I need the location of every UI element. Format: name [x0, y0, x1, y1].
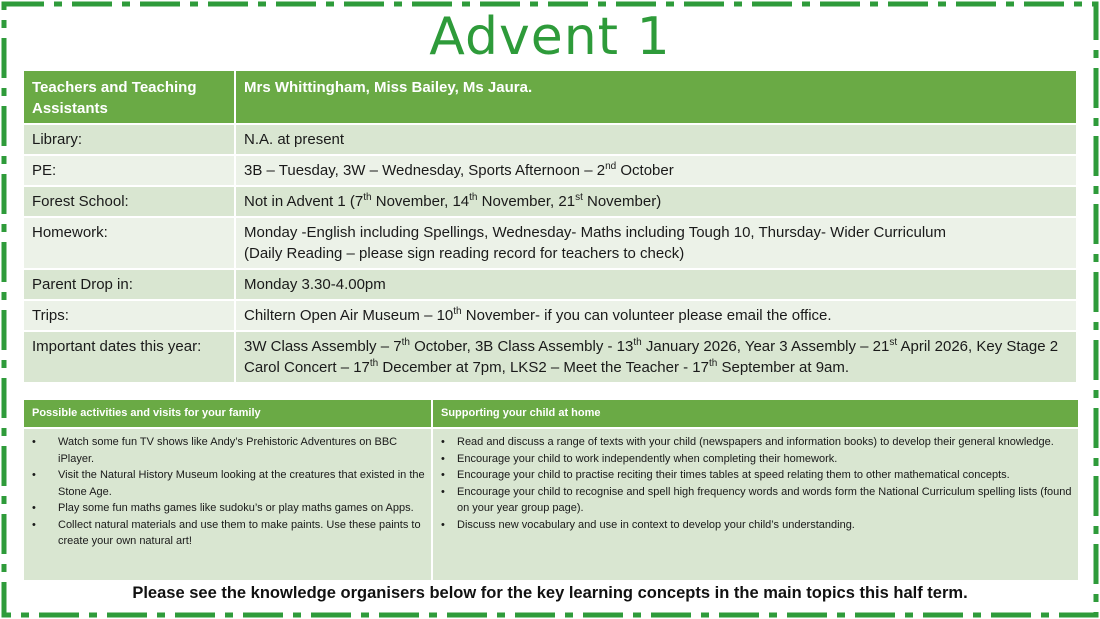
forest-school-value: Not in Advent 1 (7th November, 14th November, 21st November) — [235, 186, 1077, 217]
table-row-important-dates — [24, 331, 1077, 383]
table-row-library — [24, 124, 1077, 155]
list-item: • Watch some fun TV shows like Andy’s Prehistoric Adventures on BBC iPlayer. — [32, 434, 425, 467]
activities-panel — [24, 400, 431, 580]
support-body — [433, 429, 1078, 580]
support-heading: Supporting your child at home — [433, 400, 1078, 429]
support-panel — [433, 400, 1078, 580]
list-item: • Encourage your child to recognise and spell high frequency words and words form the National Curriculum spelling lists (found on your year group page). — [441, 484, 1072, 517]
important-dates-label: Important dates this year: — [24, 331, 235, 383]
list-item: • Play some fun maths games like sudoku’s or play maths games on Apps. — [32, 500, 425, 517]
page-title: Advent 1 — [429, 7, 671, 67]
teachers-label: Teachers and Teaching Assistants — [24, 71, 235, 124]
library-label: Library: — [24, 124, 235, 155]
table-row-parent-drop-in — [24, 269, 1077, 300]
trips-label: Trips: — [24, 300, 235, 331]
list-item: • Discuss new vocabulary and use in context to develop your child’s understanding. — [441, 517, 1072, 534]
parent-drop-in-label: Parent Drop in: — [24, 269, 235, 300]
trips-value: Chiltern Open Air Museum – 10th November- if you can volunteer please email the office. — [235, 300, 1077, 331]
table-row-pe — [24, 155, 1077, 186]
forest-school-label: Forest School: — [24, 186, 235, 217]
important-dates-value: 3W Class Assembly – 7th October, 3B Class Assembly - 13th January 2026, Year 3 Assembly – 21st April 2026, Key Stage 2 Carol Concert – 17th December at 7pm, LKS2 – Meet the Teacher - 17th September at 9am. — [235, 331, 1077, 383]
pe-value: 3B – Tuesday, 3W – Wednesday, Sports Afternoon – 2nd October — [235, 155, 1077, 186]
parent-drop-in-value: Monday 3.30-4.00pm — [235, 269, 1077, 300]
library-value: N.A. at present — [235, 124, 1077, 155]
info-table — [24, 71, 1078, 384]
pe-label: PE: — [24, 155, 235, 186]
homework-value: Monday -English including Spellings, Wednesday- Maths including Tough 10, Thursday- Wider Curriculum (Daily Reading – please sign reading record for teachers to check) — [235, 217, 1077, 269]
list-item: • Read and discuss a range of texts with your child (newspapers and information books) to develop their general knowledge. — [441, 434, 1072, 451]
bottom-panels — [24, 400, 1078, 580]
homework-label: Homework: — [24, 217, 235, 269]
list-item: • Encourage your child to practise reciting their times tables at speed relating them to other mathematical concepts. — [441, 467, 1072, 484]
table-row-teachers — [24, 71, 1077, 124]
list-item: • Collect natural materials and use them to make paints. Use these paints to create your own natural art! — [32, 517, 425, 550]
list-item: • Encourage your child to work independently when completing their homework. — [441, 451, 1072, 468]
teachers-value: Mrs Whittingham, Miss Bailey, Ms Jaura. — [235, 71, 1077, 124]
activities-heading: Possible activities and visits for your family — [24, 400, 431, 429]
activities-body — [24, 429, 431, 580]
table-row-forest-school — [24, 186, 1077, 217]
footer-note: Please see the knowledge organisers below for the key learning concepts in the main topics this half term. — [132, 584, 968, 602]
support-list — [441, 434, 1072, 533]
table-row-homework — [24, 217, 1077, 269]
list-item: • Visit the Natural History Museum looking at the creatures that existed in the Stone Age. — [32, 467, 425, 500]
table-row-trips — [24, 300, 1077, 331]
activities-list — [32, 434, 425, 550]
